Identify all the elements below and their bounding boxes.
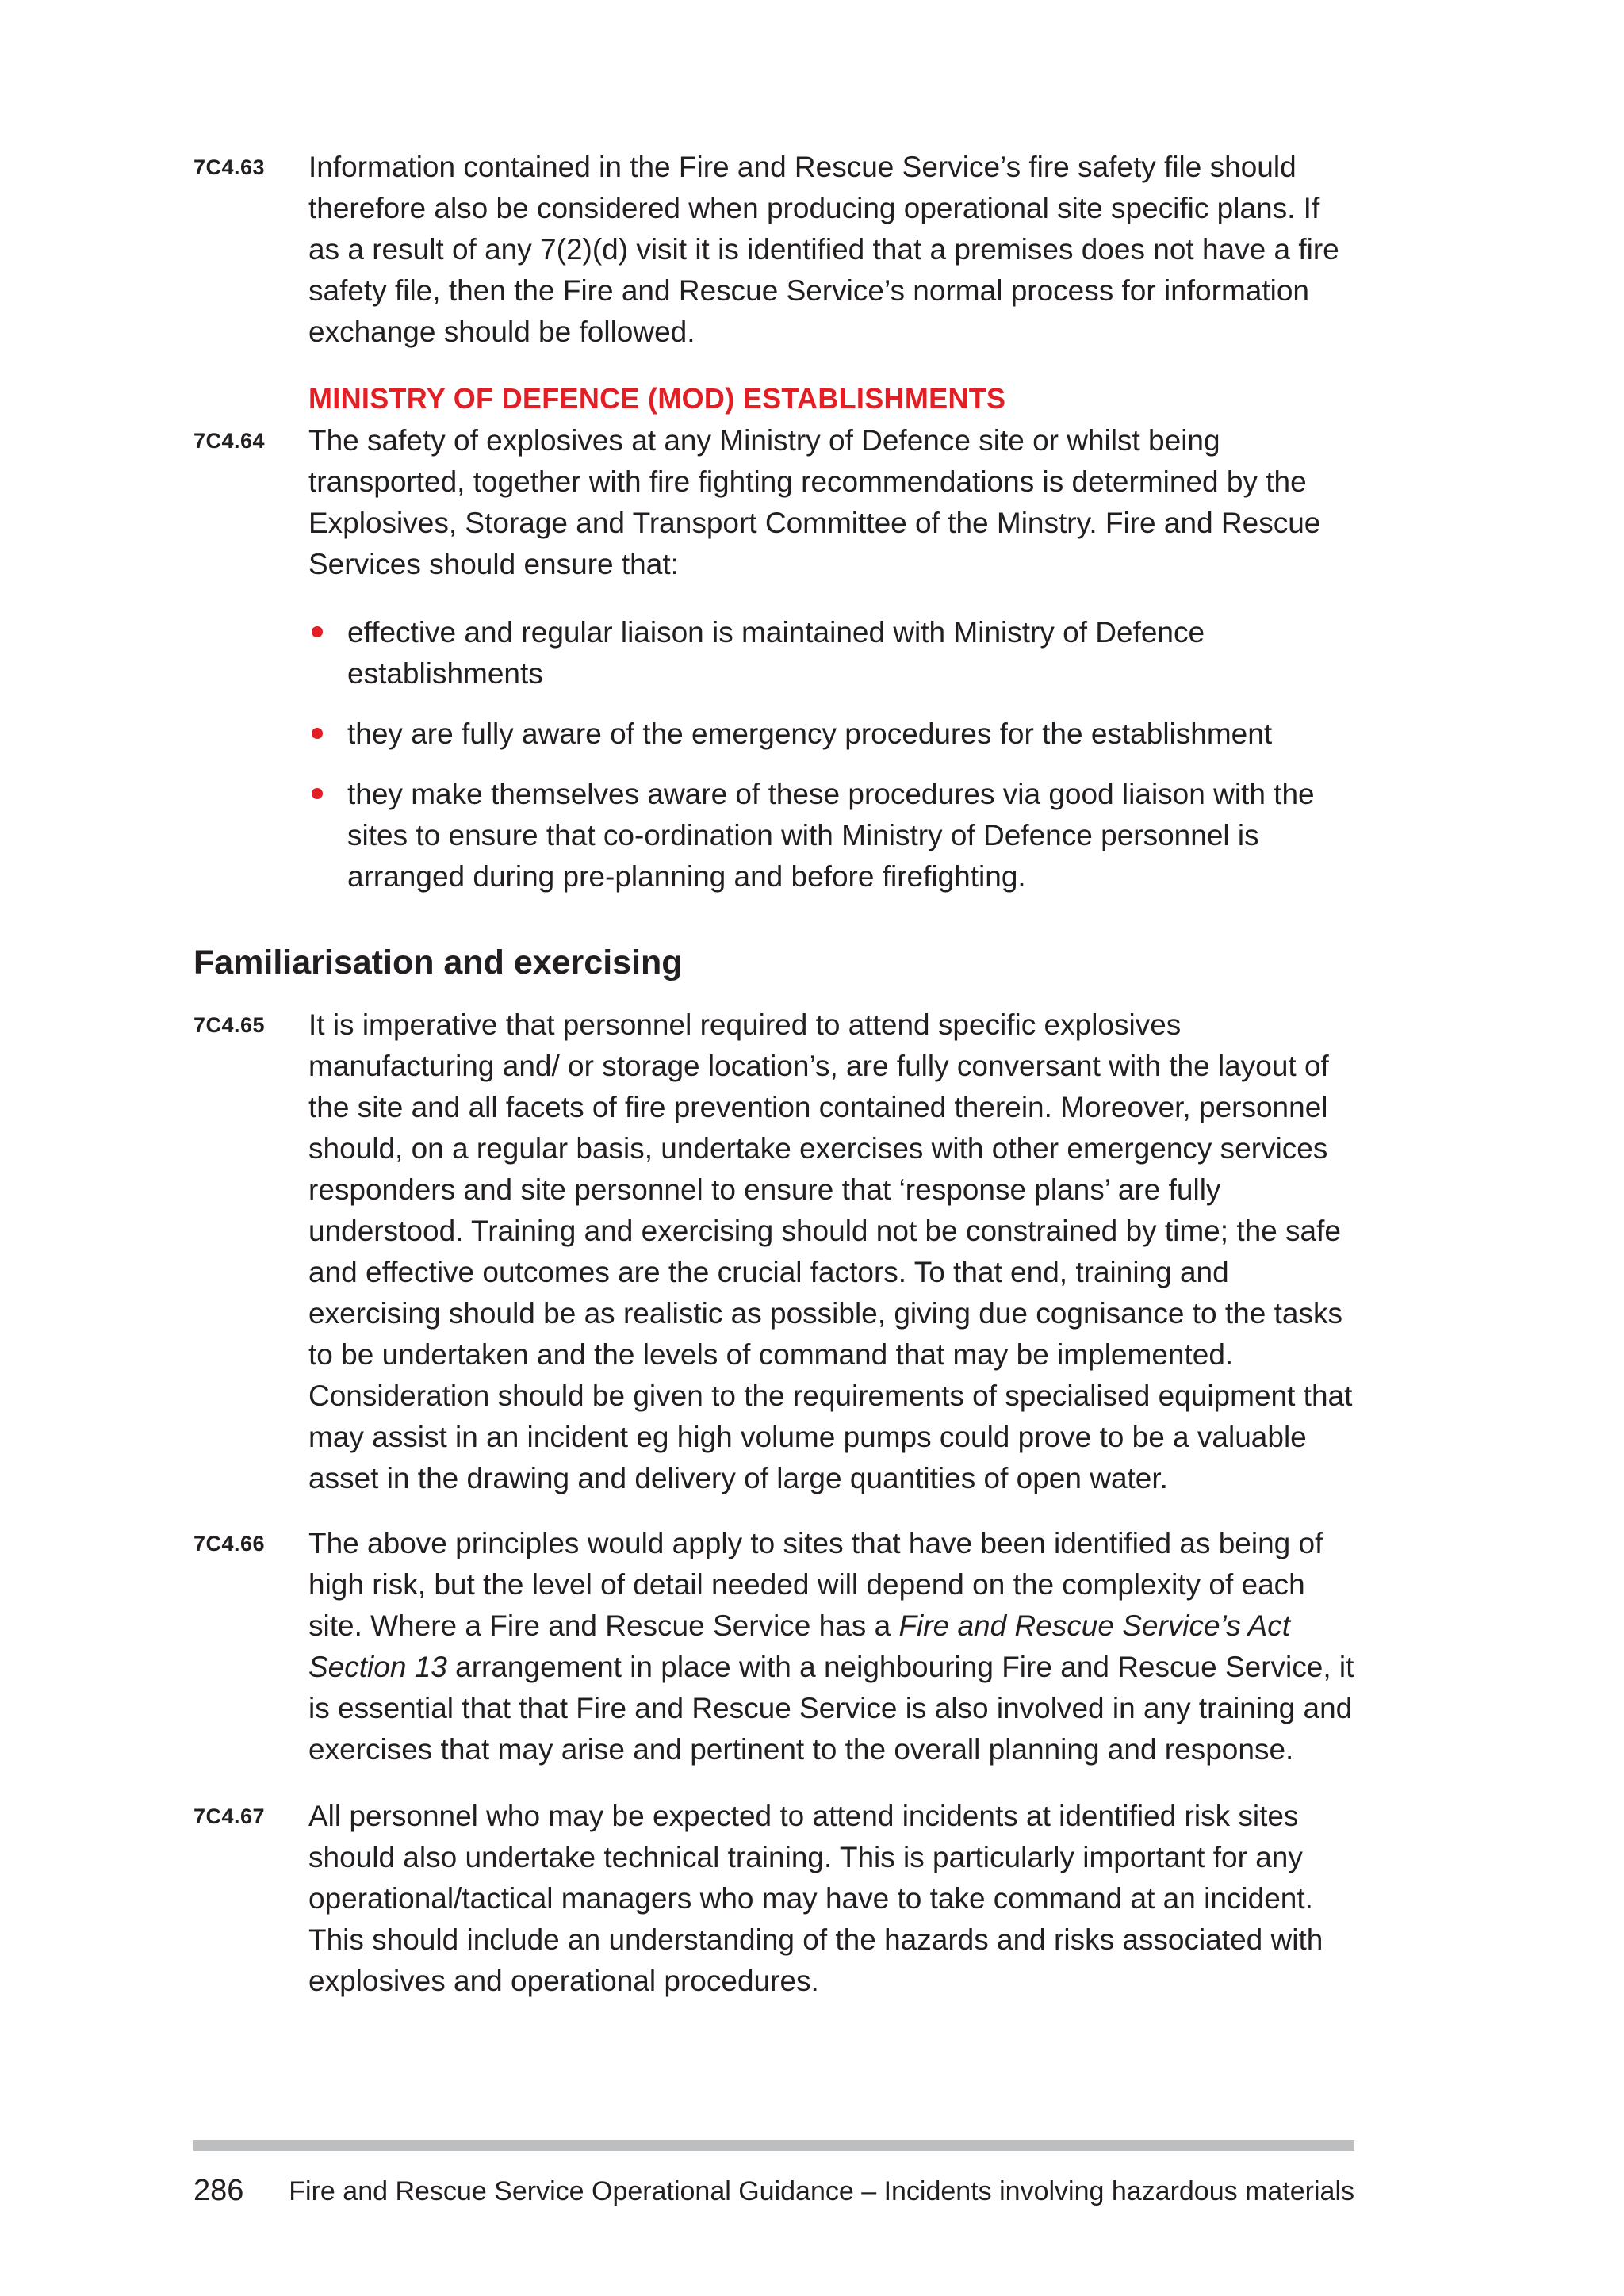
- list-item: [308, 612, 1363, 695]
- paragraph-text: Information contained in the Fire and Rescue Service’s fire safety file should therefore also be considered when producing operational site specific plans. If as a result of any 7(2)(d) visit it is identified that a premises does not have a fire safety file, then the Fire and Rescue Service’s normal process for information exchange should be followed.: [308, 151, 1339, 348]
- list-item-text: they are fully aware of the emergency procedures for the establishment: [347, 718, 1273, 750]
- bullet-icon: [312, 626, 323, 637]
- footer-rule: [193, 2140, 1354, 2151]
- paragraph-text: The safety of explosives at any Ministry of Defence site or whilst being transported, together with fire fighting recommendations is determined by the Explosives, Storage and Transport Committee of the Minstry. Fire and Rescue Services should ensure that:: [308, 424, 1321, 580]
- paragraph-text-part: The above principles would apply to sites that have been identified as being of high risk, but the level of detail needed will depend on the complexity of each site. Where a Fire and Rescue Service has a: [308, 1527, 1323, 1642]
- mod-bullet-list: [308, 612, 1363, 916]
- page-number: 286: [193, 2174, 244, 2207]
- act-reference: Fire and Rescue Service’s Act Section 13: [308, 1609, 1290, 1683]
- bullet-icon: [312, 788, 323, 799]
- paragraph-text-part: arrangement in place with a neighbouring Fire and Rescue Service, it is essential that that Fire and Rescue Service is also involved in any training and exercises that may arise and pertinent to the overall planning and response.: [308, 1651, 1354, 1766]
- footer-title: Fire and Rescue Service Operational Guidance – Incidents involving hazardous materials: [289, 2176, 1354, 2206]
- paragraph-text: All personnel who may be expected to attend incidents at identified risk sites should also undertake technical training. This is particularly important for any operational/tactical managers who may have to take command at an incident. This should include an understanding of the hazards and risks associated with explosives and operational procedures.: [308, 1800, 1323, 1997]
- paragraph-number: 7C4.64: [193, 429, 266, 453]
- paragraph-7c4-66: [193, 1523, 1354, 1770]
- list-item: [308, 714, 1363, 755]
- paragraph-text: It is imperative that personnel required to attend specific explosives manufacturing and/ or storage location’s, are fully conversant with the layout of the site and all facets of fire prevention contained therein. Moreover, personnel should, on a regular basis, undertake exercises with other emergency services responders and site personnel to ensure that ‘response plans’ are fully understood. Training and exercising should not be constrained by time; the safe and effective outcomes are the crucial factors. To that end, training and exercising should be as realistic as possible, giving due cognisance to the tasks to be undertaken and the levels of command that may be implemented. Consideration should be given to the requirements of specialised equipment that may assist in an incident eg high volume pumps could prove to be a valuable asset in the drawing and delivery of large quantities of open water.: [308, 1008, 1353, 1494]
- list-item: [308, 774, 1363, 897]
- list-item-text: they make themselves aware of these procedures via good liaison with the sites to ensure that co-ordination with Ministry of Defence personnel is arranged during pre-planning and before firefighting.: [347, 778, 1315, 893]
- bullet-icon: [312, 728, 323, 739]
- paragraph-7c4-67: [193, 1796, 1351, 2002]
- mod-establishments-heading: MINISTRY OF DEFENCE (MOD) ESTABLISHMENTS: [308, 382, 1006, 415]
- paragraph-7c4-65: [193, 1004, 1351, 1499]
- paragraph-number: 7C4.67: [193, 1804, 266, 1828]
- paragraph-text: [308, 1523, 1355, 1770]
- section-heading: Familiarisation and exercising: [193, 943, 683, 982]
- list-item-text: effective and regular liaison is maintained with Ministry of Defence establishments: [347, 616, 1205, 690]
- paragraph-7c4-64: [193, 420, 1351, 585]
- paragraph-number: 7C4.65: [193, 1013, 266, 1037]
- paragraph-7c4-63: [193, 147, 1351, 353]
- paragraph-number: 7C4.66: [193, 1532, 266, 1556]
- paragraph-number: 7C4.63: [193, 155, 266, 179]
